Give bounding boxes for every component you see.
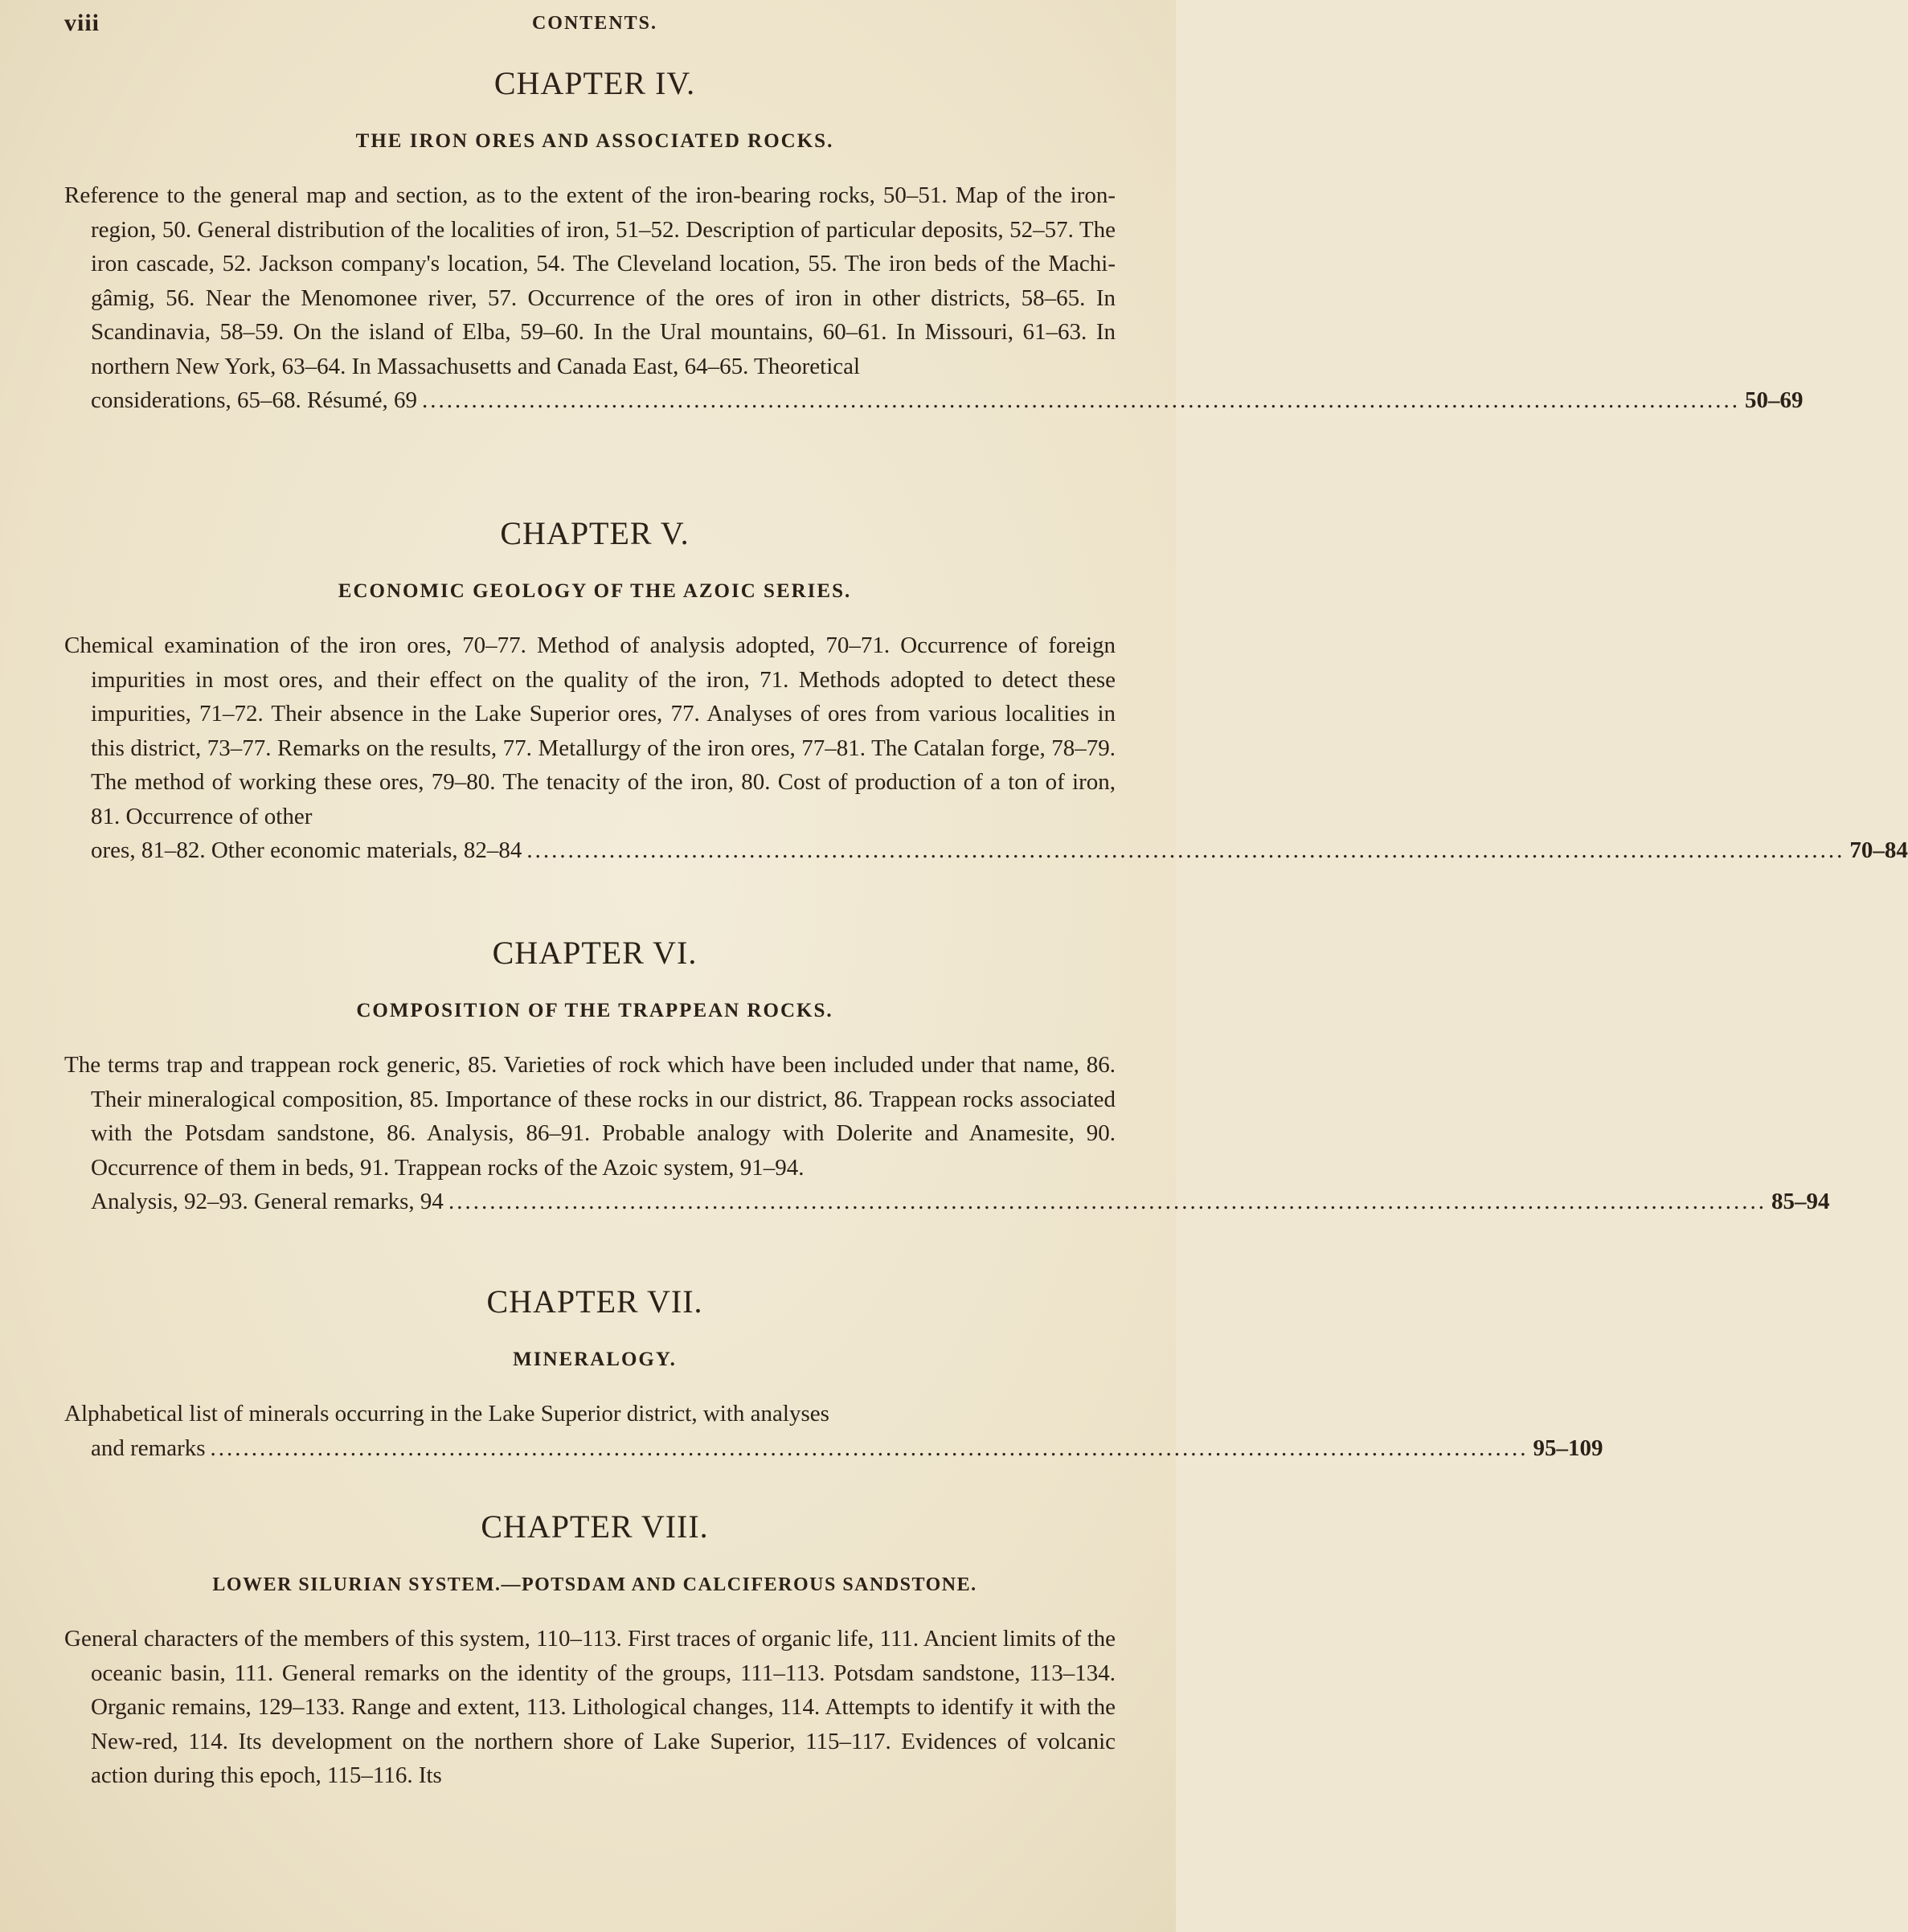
- summary-last-line: [64, 1185, 1830, 1219]
- chapter-iv: [64, 64, 1804, 418]
- dot-leader: [448, 1185, 1767, 1219]
- page-range: 95–109: [1533, 1435, 1603, 1461]
- page-range: 70–84: [1849, 837, 1908, 863]
- summary-last-line: [64, 833, 1908, 868]
- chapter-vii: [64, 1283, 1603, 1465]
- page-range: 85–94: [1771, 1189, 1830, 1214]
- summary-text: Alphabetical list of minerals occurring in the Lake Superior district, with analyses: [64, 1401, 829, 1426]
- summary-last-text: Analysis, 92–93. General remarks, 94: [91, 1189, 444, 1214]
- summary-text: Chemical examination of the iron ores, 70–77. Method of analysis adopted, 70–71. Occurrence of foreign impurities in most ores, and their effect on the quality of the iron, 71. Methods adopted to detect these impurities, 71–72. Their absence in the Lake Superior ores, 77. Analyses of ores from various localities in this district, 73–77. Remarks on the results, 77. Metallurgy of the iron ores, 77–81. The Catalan forge, 78–79. The method of working these ores, 79–80. The tenacity of the iron, 80. Cost of production of a ton of iron, 81. Occurrence of other: [64, 632, 1116, 829]
- summary-text: The terms trap and trappean rock generic, 85. Varieties of rock which have been included under that name, 86. Their mineralogical composition, 85. Importance of these rocks in our district, 86. Trappean rocks associated with the Potsdam sandstone, 86. Analysis, 86–91. Probable analogy with Dolerite and Anamesite, 90. Occurrence of them in beds, 91. Trappean rocks of the Azoic system, 91–94.: [64, 1052, 1116, 1181]
- chapter-vi: [64, 934, 1830, 1219]
- dot-leader: [422, 383, 1740, 418]
- chapter-summary: [64, 628, 1908, 868]
- page-number: viii: [64, 10, 100, 36]
- summary-text: Reference to the general map and section, as to the extent of the iron-bearing rocks, 50–51. Map of the iron-region, 50. General distribution of the localities of iron, 51–52. Description of particular deposits, 52–57. The iron cascade, 52. Jackson company's location, 54. The Cleveland location, 55. The iron beds of the Machi-gâmig, 56. Near the Menomonee river, 57. Occurrence of the ores of iron in other districts, 58–65. In Scandinavia, 58–59. On the island of Elba, 59–60. In the Ural mountains, 60–61. In Missouri, 61–63. In northern New York, 63–64. In Massachusetts and Canada East, 64–65. Theoretical: [64, 182, 1116, 379]
- chapter-subtitle: COMPOSITION OF THE TRAPPEAN ROCKS.: [356, 1000, 833, 1021]
- summary-last-line: [64, 1431, 1603, 1466]
- chapter-viii: [64, 1508, 1125, 1793]
- chapter-summary: [64, 178, 1804, 418]
- summary-last-text: and remarks: [91, 1435, 206, 1461]
- page-range: 50–69: [1744, 387, 1804, 413]
- summary-last-text: considerations, 65–68. Résumé, 69: [91, 387, 417, 413]
- chapter-summary: [64, 1397, 1603, 1465]
- chapter-title: CHAPTER VII.: [486, 1283, 703, 1320]
- summary-text: General characters of the members of this system, 110–113. First traces of organic life, 111. Ancient limits of the oceanic basin, 111. General remarks on the identity of the groups, 111–113. Potsdam sandstone, 113–134. Organic remains, 129–133. Range and extent, 113. Lithological changes, 114. Attempts to identify it with the New-red, 114. Its development on the northern shore of Lake Superior, 115–117. Evidences of volcanic action during this epoch, 115–116. Its: [64, 1626, 1116, 1788]
- chapter-summary: [64, 1048, 1830, 1219]
- summary-last-line: [64, 383, 1804, 418]
- chapter-subtitle: MINERALOGY.: [513, 1349, 677, 1370]
- chapter-subtitle: THE IRON ORES AND ASSOCIATED ROCKS.: [355, 130, 834, 152]
- chapter-title: CHAPTER VIII.: [481, 1508, 709, 1545]
- chapter-title: CHAPTER V.: [500, 515, 690, 551]
- dot-leader: [526, 833, 1845, 868]
- running-title: CONTENTS.: [531, 13, 658, 34]
- summary-last-text: ores, 81–82. Other economic materials, 82–84: [91, 837, 522, 863]
- chapter-title: CHAPTER IV.: [493, 65, 696, 101]
- running-head: [64, 10, 1125, 42]
- dot-leader: [211, 1431, 1529, 1466]
- chapter-subtitle: LOWER SILURIAN SYSTEM.—POTSDAM AND CALCIFEROUS SANDSTONE.: [212, 1574, 977, 1595]
- chapter-v: [64, 514, 1908, 868]
- chapter-subtitle: ECONOMIC GEOLOGY OF THE AZOIC SERIES.: [338, 580, 852, 602]
- chapter-title: CHAPTER VI.: [492, 935, 698, 971]
- chapter-summary: [64, 1622, 1125, 1793]
